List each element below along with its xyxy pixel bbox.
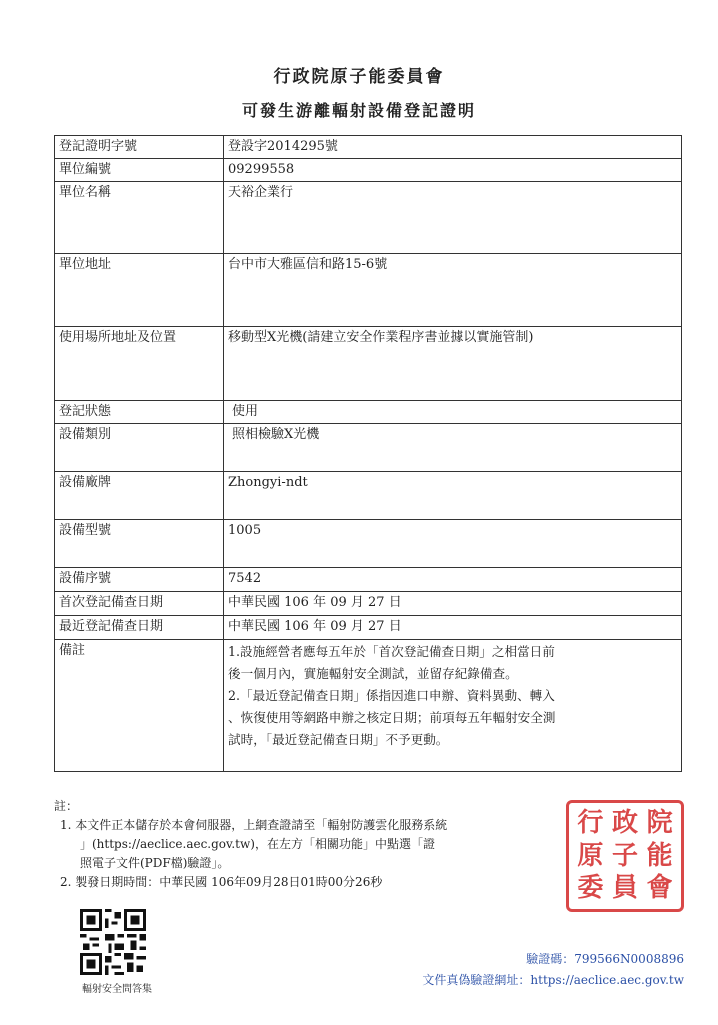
row-value: 中華民國 106 年 09 月 27 日 <box>224 592 682 616</box>
row-label: 單位名稱 <box>55 182 224 254</box>
row-value: 照相檢驗X光機 <box>224 424 682 472</box>
row-value: 7542 <box>224 568 682 592</box>
registration-table <box>54 135 682 772</box>
seal-char: 院 <box>646 808 673 838</box>
seal-char: 會 <box>646 873 673 904</box>
row-label: 登記證明字號 <box>55 136 224 159</box>
note-item-1-line-2: 」(https://aeclice.aec.gov.tw)，在左方「相關功能」中點選「證 <box>80 837 435 851</box>
row-label: 設備型號 <box>55 520 224 568</box>
remarks-line: 1.設施經營者應每五年於「首次登記備查日期」之相當日前 <box>228 644 555 659</box>
table-row <box>55 254 682 327</box>
seal-char: 子 <box>611 840 638 871</box>
remarks-line: 、恢復使用等網路申辦之核定日期；前項每五年輻射安全測 <box>228 710 556 725</box>
qr-code-icon[interactable] <box>80 909 146 975</box>
official-seal <box>566 800 684 912</box>
seal-char: 能 <box>646 840 673 871</box>
table-row <box>55 401 682 424</box>
notes-heading: 註： <box>54 799 79 813</box>
seal-char: 員 <box>611 873 638 904</box>
seal-char: 原 <box>577 840 604 871</box>
row-label: 單位編號 <box>55 159 224 182</box>
table-row <box>55 472 682 520</box>
row-value: 使用 <box>224 401 682 424</box>
row-value: Zhongyi-ndt <box>224 472 682 520</box>
note-item-1-line-1: 1. 本文件正本儲存於本會伺服器，上網查證請至「輻射防護雲化服務系統 <box>60 818 448 832</box>
row-label: 單位地址 <box>55 254 224 327</box>
remarks-row <box>55 640 682 772</box>
remarks-line: 後一個月內，實施輻射安全測試，並留存紀錄備查。 <box>228 666 518 681</box>
remarks-label: 備註 <box>55 640 224 772</box>
row-label: 使用場所地址及位置 <box>55 327 224 401</box>
agency-title: 行政院原子能委員會 <box>273 67 445 87</box>
table-row <box>55 182 682 254</box>
row-label: 最近登記備查日期 <box>55 616 224 640</box>
row-value: 中華民國 106 年 09 月 27 日 <box>224 616 682 640</box>
row-value: 登設字2014295號 <box>224 136 682 159</box>
table-row <box>55 136 682 159</box>
seal-char: 行 <box>577 808 604 838</box>
qr-caption: 輻射安全問答集 <box>82 984 152 995</box>
table-row <box>55 327 682 401</box>
verification-url[interactable]: 文件真偽驗證網址：https://aeclice.aec.gov.tw <box>422 973 684 987</box>
table-row <box>55 520 682 568</box>
row-label: 設備序號 <box>55 568 224 592</box>
note-item-1-line-3: 照電子文件(PDF檔)驗證」。 <box>80 856 230 870</box>
row-value: 移動型X光機(請建立安全作業程序書並據以實施管制) <box>224 327 682 401</box>
table-row <box>55 424 682 472</box>
document-title: 可發生游離輻射設備登記證明 <box>241 101 476 120</box>
seal-char: 委 <box>577 873 604 904</box>
verification-code: 驗證碼：799566N0008896 <box>526 952 684 966</box>
row-label: 登記狀態 <box>55 401 224 424</box>
seal-char: 政 <box>611 808 638 838</box>
row-label: 設備廠牌 <box>55 472 224 520</box>
table-row <box>55 568 682 592</box>
table-row <box>55 159 682 182</box>
remarks-content <box>224 640 682 772</box>
row-label: 首次登記備查日期 <box>55 592 224 616</box>
row-value: 09299558 <box>224 159 682 182</box>
footnotes <box>54 797 544 892</box>
row-value: 1005 <box>224 520 682 568</box>
note-item-2: 2. 製發日期時間：中華民國 106年09月28日01時00分26秒 <box>60 875 383 889</box>
table-row <box>55 592 682 616</box>
table-row <box>55 616 682 640</box>
row-value: 台中市大雅區信和路15-6號 <box>224 254 682 327</box>
row-label: 設備類別 <box>55 424 224 472</box>
row-value: 天裕企業行 <box>224 182 682 254</box>
remarks-line: 2.「最近登記備查日期」係指因進口申辦、資料異動、轉入 <box>228 688 555 703</box>
remarks-line: 試時，「最近登記備查日期」不予更動。 <box>228 732 449 747</box>
